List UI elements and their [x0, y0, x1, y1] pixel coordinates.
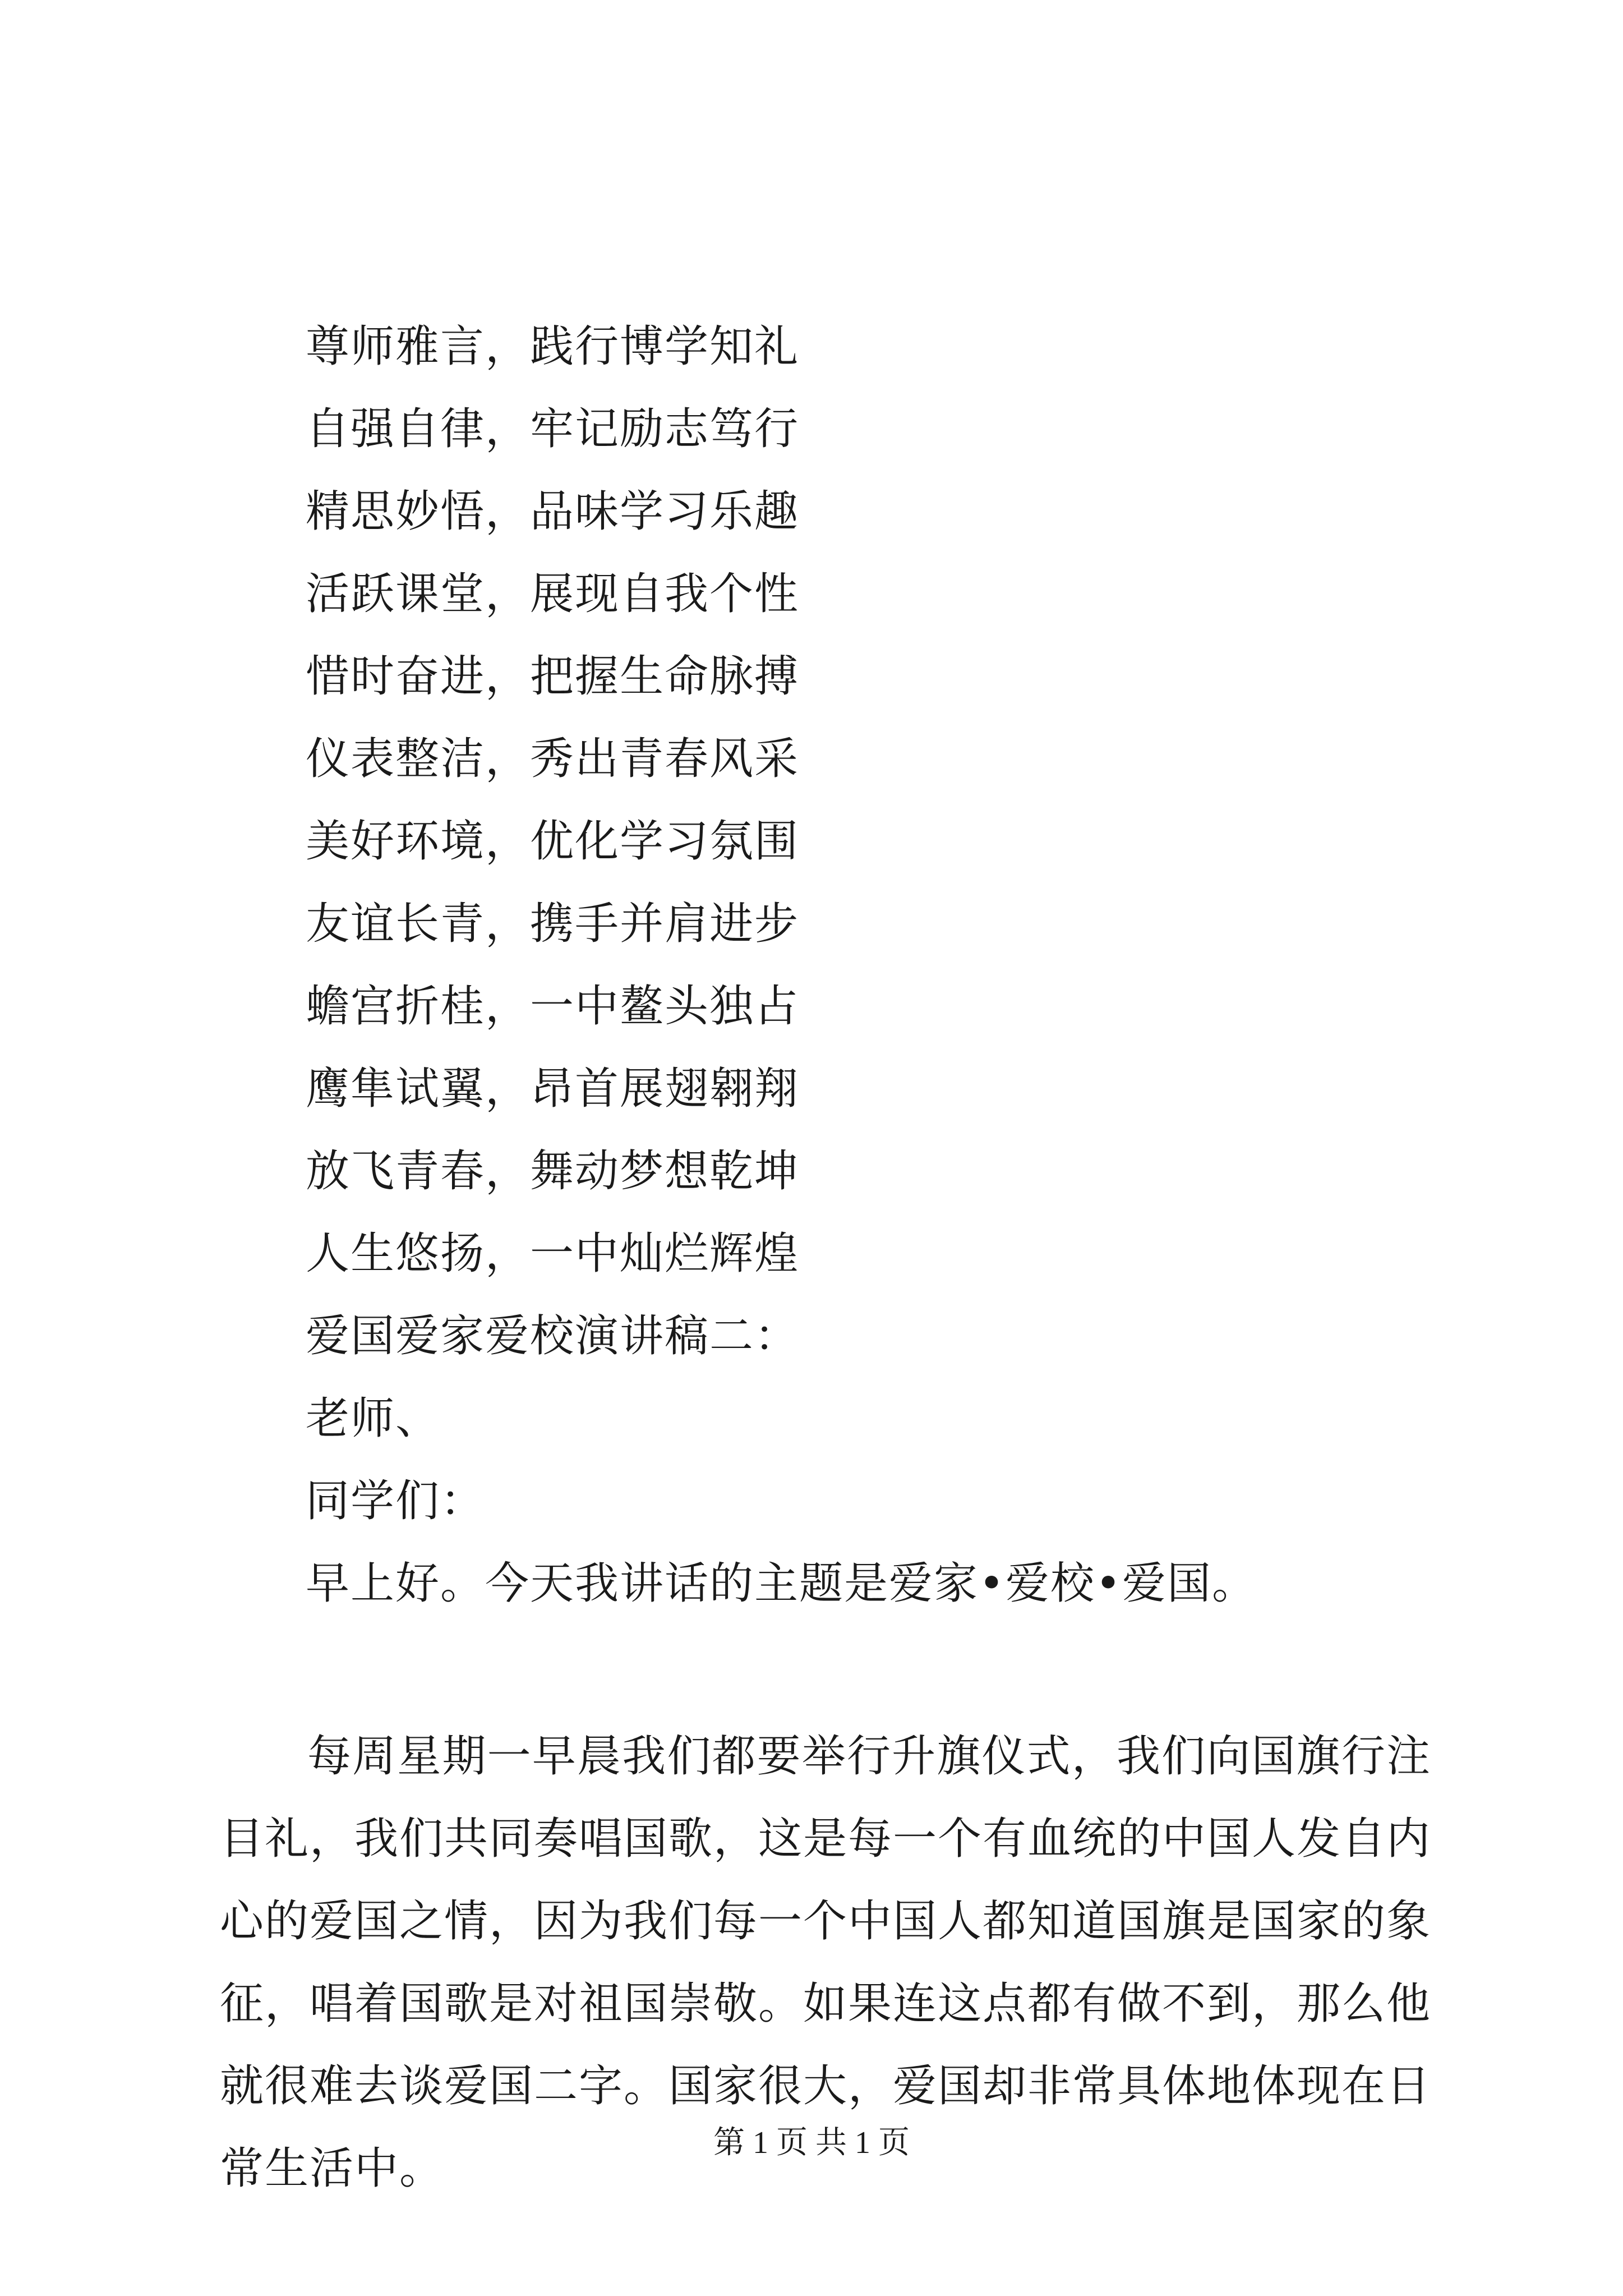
salutation-line: 同学们：	[306, 1476, 486, 1526]
section-heading: 爱国爱家爱校演讲稿二：	[306, 1311, 800, 1361]
text-line: 惜时奋进，把握生命脉搏	[306, 651, 800, 702]
text-line: 自强自律，牢记励志笃行	[306, 404, 800, 454]
greeting-line: 早上好。今天我讲话的主题是爱家•爱校•爱国。	[306, 1558, 1257, 1609]
verse-block	[306, 306, 1427, 1625]
text-line: 放飞青春，舞动梦想乾坤	[306, 1146, 800, 1197]
text-line: 鹰隼试翼，昂首展翅翱翔	[306, 1064, 800, 1114]
text-line: 人生悠扬，一中灿烂辉煌	[306, 1228, 800, 1279]
page-footer: 第 1 页 共 1 页	[713, 2125, 910, 2160]
text-line: 尊师雅言，践行博学知礼	[306, 321, 800, 372]
text-line: 美好环境，优化学习氛围	[306, 816, 800, 867]
text-line: 仪表整洁，秀出青春风采	[306, 734, 800, 784]
text-line: 精思妙悟，品味学习乐趣	[306, 486, 800, 537]
text-line: 友谊长青，携手并肩进步	[306, 899, 800, 949]
text-line: 活跃课堂，展现自我个性	[306, 569, 800, 619]
salutation-line: 老师、	[306, 1393, 441, 1444]
text-line: 蟾宫折桂，一中鳌头独占	[306, 981, 800, 1032]
body-paragraph: 每周星期一早晨我们都要举行升旗仪式，我们向国旗行注目礼，我们共同奏唱国歌，这是每一个有血统的中国人发自内心的爱国之情，因为我们每一个中国人都知道国旗是国家的象征，唱着国歌是对祖国崇敬。如果连这点都有做不到，那么他就很难去谈爱国二字。国家很大，爱国却非常具体地体现在日常生活中。	[220, 1731, 1432, 2194]
